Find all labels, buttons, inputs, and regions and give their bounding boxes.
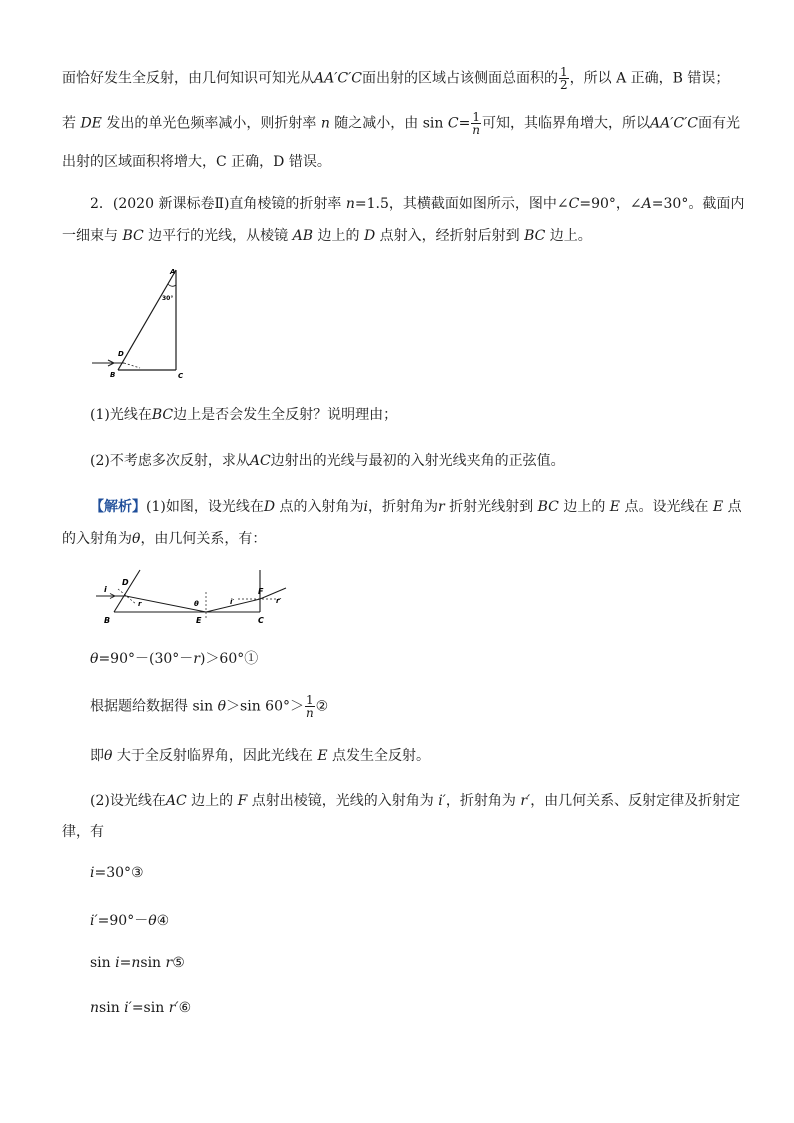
label-b: B <box>104 616 111 625</box>
solution-tag: 【解析】 <box>90 499 146 515</box>
text-line: 面恰好发生全反射，由几何知识可知光从AA′C′C面出射的区域占该侧面总面积的 $\frac{1}{2}$ ，所以 A 正确，B 错误； <box>62 65 730 92</box>
label-theta: θ <box>194 600 199 608</box>
vertex-label-c: C <box>178 372 184 380</box>
equation-2: 根据题给数据得 sin θ＞sin 60°＞ $\frac{1}{n}$ ② <box>90 693 329 720</box>
question-stem: 2．(2020 新课标卷Ⅱ)直角棱镜的折射率 n=1.5，其横截面如图所示，图中∠C=90°，∠A=30°。截面内 <box>90 196 745 212</box>
sub-question-2: (2)不考虑多次反射，求从AC边射出的光线与最初的入射光线夹角的正弦值。 <box>90 453 565 469</box>
ray-figure <box>88 568 298 630</box>
equation-4: i′=90°－θ④ <box>90 913 170 929</box>
label-e: E <box>196 616 202 625</box>
equation-6: nsin i′=sin r′⑥ <box>90 1000 192 1016</box>
label-r: r <box>138 600 142 608</box>
question-stem: 一细束与 BC 边平行的光线，从棱镜 AB 边上的 D 点射入，经折射后射到 BC 边上。 <box>62 228 592 244</box>
solution-line: 律，有 <box>62 824 104 840</box>
fraction: $\frac{1}{n}$ <box>472 110 481 137</box>
fraction: $\frac{1}{n}$ <box>305 693 314 720</box>
solution-line: (2)设光线在AC 边上的 F 点射出棱镜，光线的入射角为 i′，折射角为 r′，由几何关系、反射定律及折射定 <box>90 793 741 809</box>
equation-5: sin i=nsin r⑤ <box>90 955 185 971</box>
fraction: $\frac{1}{2}$ <box>560 65 568 92</box>
equation-3: i=30°③ <box>90 865 144 881</box>
angle-label: 30° <box>162 295 174 302</box>
vertex-label-b: B <box>110 371 116 379</box>
label-d: D <box>122 578 129 587</box>
solution-line: 即θ 大于全反射临界角，因此光线在 E 点发生全反射。 <box>90 748 431 764</box>
text-line: 出射的区域面积将增大，C 正确，D 错误。 <box>62 154 331 170</box>
solution-line: 的入射角为θ，由几何关系，有： <box>62 531 267 547</box>
text-line: 若 DE 发出的单光色频率减小，则折射率 n 随之减小，由 sin C= $\frac{1}{n}$ 可知，其临界角增大，所以AA′C′C面有光 <box>62 110 740 137</box>
point-label-d: D <box>118 350 124 358</box>
vertex-label-a: A <box>170 268 176 276</box>
label-r-prime: r′ <box>276 597 282 605</box>
equation-1: θ=90°－(30°－r)＞60°① <box>90 651 259 667</box>
label-i-prime: i′ <box>230 598 235 606</box>
solution-line: 【解析】(1)如图，设光线在D 点的入射角为i，折射角为r 折射光线射到 BC 边上的 E 点。设光线在 E 点 <box>90 499 742 515</box>
label-f: F <box>258 587 264 596</box>
label-c: C <box>258 616 264 625</box>
prism-figure <box>88 264 198 384</box>
label-i: i <box>104 585 107 594</box>
sub-question-1: (1)光线在BC边上是否会发生全反射？说明理由； <box>90 407 398 423</box>
